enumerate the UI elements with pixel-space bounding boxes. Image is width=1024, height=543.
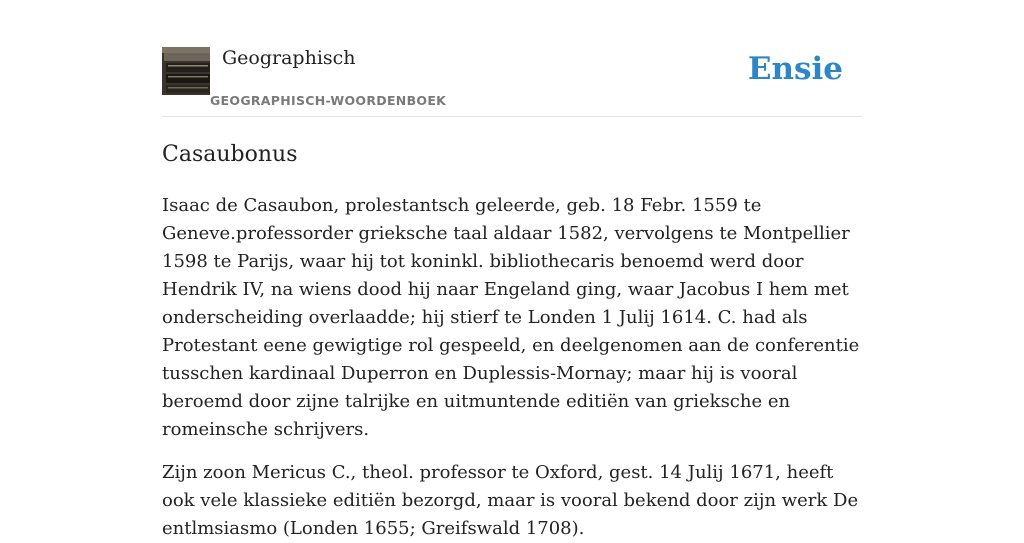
source-slug[interactable]: GEOGRAPHISCH-WOORDENBOEK: [210, 93, 447, 108]
source-avatar[interactable]: [162, 47, 210, 95]
article-paragraph: Isaac de Casaubon, prolestantsch geleerde, geb. 18 Febr. 1559 te Geneve.professorder grieksche taal aldaar 1582, vervolgens te Montpellier 1598 te Parijs, waar hij tot koninkl. bibliothecaris benoemd werd door Hendrik IV, na wiens dood hij naar Engeland ging, waar Jacobus I hem met onderscheiding overlaadde; hij stierf te Londen 1 Julij 1614. C. had als Protestant eene gewigtige rol gespeeld, en deelgenomen aan de conferentie tusschen kardinaal Duperron en Duplessis-Mornay; maar hij is vooral beroemd door zijne talrijke en uitmuntende editiën van grieksche en romeinsche schrijvers.: [162, 195, 860, 440]
book-spines-icon: [162, 47, 210, 95]
source-header: [162, 0, 862, 117]
ensie-logo[interactable]: Ensie: [747, 51, 843, 87]
article-paragraph: Zijn zoon Mericus C., theol. professor te Oxford, gest. 14 Julij 1671, heeft ook vele klassieke editiën bezorgd, maar is vooral bekend door zijn werk De entlmsiasmo (Londen 1655; Greifswald 1708).: [162, 462, 859, 539]
source-title[interactable]: Geographisch: [222, 47, 356, 69]
entry-title: Casaubonus: [162, 142, 298, 167]
article: [162, 140, 862, 543]
